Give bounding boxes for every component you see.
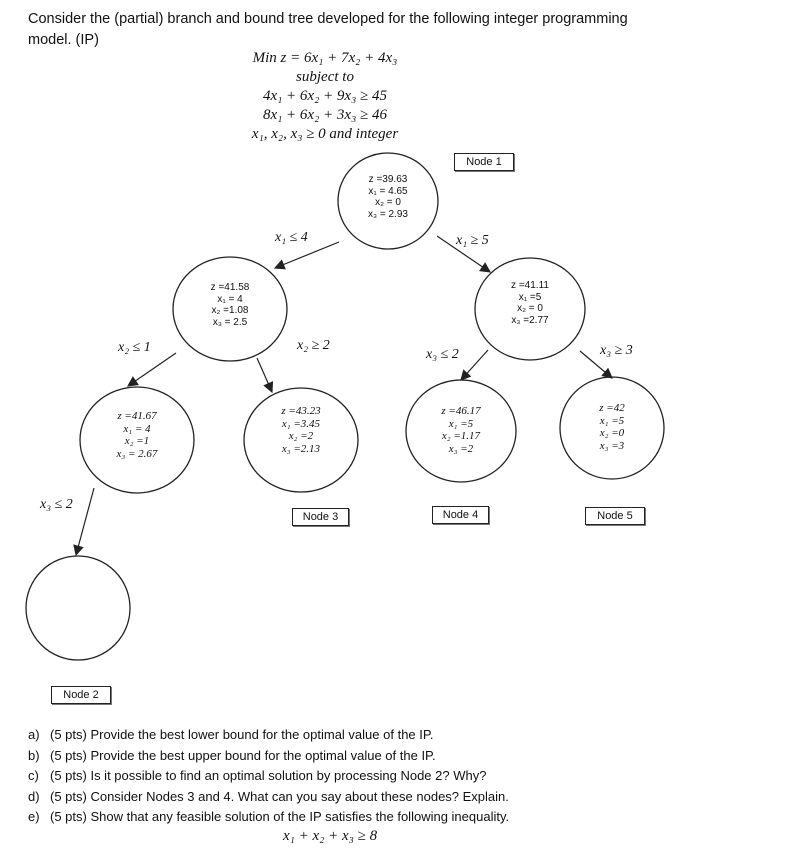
right-left-node-values <box>421 405 501 455</box>
edge-label-x3-le-2: x₃ ≤ 2 <box>426 347 459 362</box>
rl-x1: x₁ =5 <box>448 417 474 430</box>
constraint-1: 4x₁ + 6x₂ + 9x₃ ≥ 45 <box>262 88 388 104</box>
right-x3: x₃ =2.77 <box>511 314 549 326</box>
root-x3: x₃ = 2.93 <box>368 208 408 220</box>
edge-label-x1-le-4: x₁ ≤ 4 <box>275 230 308 245</box>
node-1-label: Node 1 <box>454 153 514 171</box>
left-x3: x₃ = 2.5 <box>212 316 248 328</box>
objective-function: Min z = 6x₁ + 7x₂ + 4x₃ <box>252 50 398 66</box>
right-right-node-values <box>572 402 652 452</box>
rl-x3: x₃ =2 <box>448 442 474 455</box>
root-x2: x₂ = 0 <box>375 197 401 208</box>
right-z: z =41.11 <box>511 280 549 291</box>
bottom-node-circle <box>26 556 130 660</box>
right-x1: x₁ =5 <box>518 291 542 303</box>
lr-x3: x₃ =2.13 <box>281 442 321 455</box>
right-x2: x₂ = 0 <box>517 303 543 314</box>
question-d: d) (5 pts) Consider Nodes 3 and 4. What can you say about these nodes? Explain. <box>28 788 509 804</box>
lr-x1: x₁ =3.45 <box>281 417 321 430</box>
left-right-node-values <box>261 405 341 455</box>
left-x2: x₂ =1.08 <box>211 305 249 316</box>
node-2-label: Node 2 <box>51 686 111 704</box>
lr-z: z =43.23 <box>281 405 321 417</box>
rr-z: z =42 <box>599 402 625 414</box>
question-c: c) (5 pts) Is it possible to find an optimal solution by processing Node 2? Why? <box>28 768 487 783</box>
rr-x3: x₃ =3 <box>599 439 625 452</box>
edge-left-ll <box>128 353 176 386</box>
rl-x2: x₂ =1.17 <box>441 430 481 442</box>
rl-z: z =46.17 <box>441 405 481 417</box>
final-inequality: x₁ + x₂ + x₃ ≥ 8 <box>283 828 378 844</box>
problem-intro: Consider the (partial) branch and bound tree developed for the following integer programming model. (IP) <box>28 11 628 48</box>
edge-label-x2-ge-2: x₂ ≥ 2 <box>297 338 330 353</box>
root-z: z =39.63 <box>368 174 408 185</box>
node-3-label: Node 3 <box>292 508 349 526</box>
lr-x2: x₂ =2 <box>288 430 314 442</box>
root-x1: x₁ = 4.65 <box>368 185 408 197</box>
constraint-3: x₁, x₂, x₃ ≥ 0 and integer <box>251 126 399 142</box>
node-5-label: Node 5 <box>585 507 645 525</box>
question-e: e) (5 pts) Show that any feasible solution of the IP satisfies the following inequality. <box>28 809 510 824</box>
edge-label-x2-le-1: x₂ ≤ 1 <box>118 340 151 355</box>
ll-x2: x₂ =1 <box>124 435 150 447</box>
question-b: b) (5 pts) Provide the best upper bound for the optimal value of the IP. <box>28 747 436 763</box>
edge-label-x3-le-2-bottom: x₃ ≤ 2 <box>40 497 73 512</box>
rr-x2: x₂ =0 <box>599 427 625 439</box>
edge-right-rl <box>461 350 488 380</box>
left-node-values <box>190 282 270 328</box>
ll-z: z =41.67 <box>117 410 157 422</box>
edge-left-lr <box>257 358 272 392</box>
question-a: a) (5 pts) Provide the best lower bound for the optimal value of the IP. <box>28 727 434 742</box>
edge-ll-bottom <box>76 488 94 555</box>
node-4-label: Node 4 <box>432 506 489 524</box>
constraint-2: 8x₁ + 6x₂ + 3x₃ ≥ 46 <box>262 107 388 123</box>
question-list <box>28 725 748 828</box>
ll-x1: x₁ = 4 <box>123 422 151 435</box>
edge-label-x1-ge-5: x₁ ≥ 5 <box>456 233 489 248</box>
edge-label-x3-ge-3: x₃ ≥ 3 <box>600 343 633 358</box>
left-z: z =41.58 <box>210 282 250 293</box>
subject-to-label: subject to <box>296 69 354 85</box>
ll-x3: x₃ = 2.67 <box>116 447 158 460</box>
right-node-values <box>490 280 570 326</box>
rr-x1: x₁ =5 <box>599 414 625 427</box>
root-node-values <box>348 174 428 220</box>
left-x1: x₁ = 4 <box>217 293 243 305</box>
left-left-node-values <box>97 410 177 460</box>
